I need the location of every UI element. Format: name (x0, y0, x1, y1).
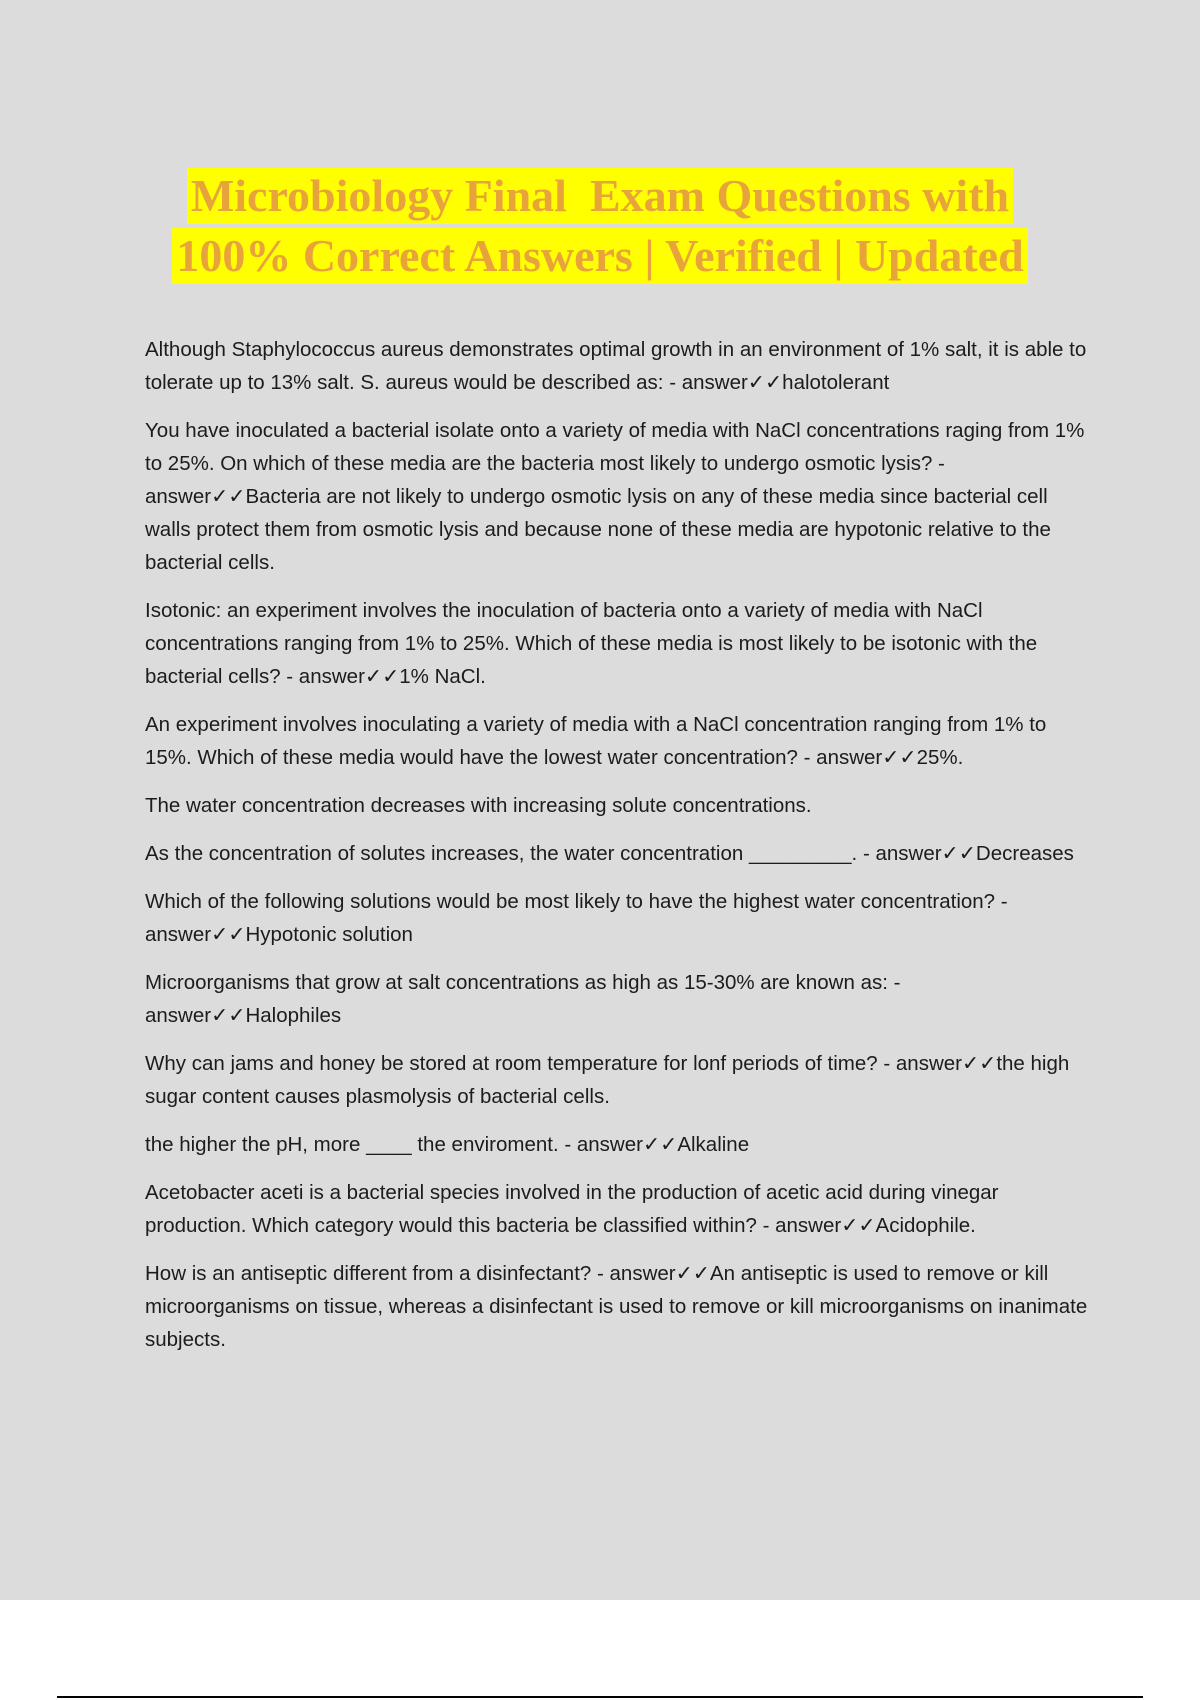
title-line-1: Microbiology Final Exam Questions with (187, 168, 1013, 224)
qa-item-10: the higher the pH, more ____ the enviroment. - answer✓✓Alkaline (145, 1133, 750, 1156)
document-title (0, 168, 1200, 284)
qa-item-11: Acetobacter aceti is a bacterial species involved in the production of acetic acid during vinegar production. Which category would this bacteria be classified within? - answer✓✓Acidophile. (145, 1181, 999, 1237)
qa-item-5: The water concentration decreases with increasing solute concentrations. (145, 794, 812, 817)
footer-divider (57, 1696, 1143, 1698)
qa-item-12: How is an antiseptic different from a disinfectant? - answer✓✓An antiseptic is used to remove or kill microorganisms on tissue, whereas a disinfectant is used to remove or kill microorganisms on inanimate subjects. (145, 1262, 1088, 1351)
qa-item-1: Although Staphylococcus aureus demonstrates optimal growth in an environment of 1% salt, it is able to tolerate up to 13% salt. S. aureus would be described as: - answer✓✓halotolerant (145, 338, 1087, 394)
qa-item-9: Why can jams and honey be stored at room temperature for lonf periods of time? - answer✓✓the high sugar content causes plasmolysis of bacterial cells. (145, 1052, 1070, 1108)
qa-item-8: Microorganisms that grow at salt concentrations as high as 15-30% are known as: - answer✓✓Halophiles (145, 971, 901, 1027)
qa-item-3: Isotonic: an experiment involves the inoculation of bacteria onto a variety of media with NaCl concentrations ranging from 1% to 25%. Which of these media is most likely to be isotonic with the bacterial cells? - answer✓✓1% NaCl. (145, 599, 1038, 688)
qa-item-6: As the concentration of solutes increases, the water concentration _________. - answer✓✓Decreases (145, 842, 1074, 865)
qa-item-2: You have inoculated a bacterial isolate onto a variety of media with NaCl concentrations raging from 1% to 25%. On which of these media are the bacteria most likely to undergo osmotic lysis? - answer✓✓Bacteria are not likely to undergo osmotic lysis on any of these media since bacterial cell walls protect them from osmotic lysis and because none of these media are hypotonic relative to the bacterial cells. (145, 419, 1085, 574)
question-list (145, 333, 1095, 1371)
qa-item-4: An experiment involves inoculating a variety of media with a NaCl concentration ranging from 1% to 15%. Which of these media would have the lowest water concentration? - answer✓✓25%. (145, 713, 1047, 769)
title-line-2: 100% Correct Answers | Verified | Updated (172, 228, 1027, 284)
qa-item-7: Which of the following solutions would be most likely to have the highest water concentration? - answer✓✓Hypotonic solution (145, 890, 1008, 946)
